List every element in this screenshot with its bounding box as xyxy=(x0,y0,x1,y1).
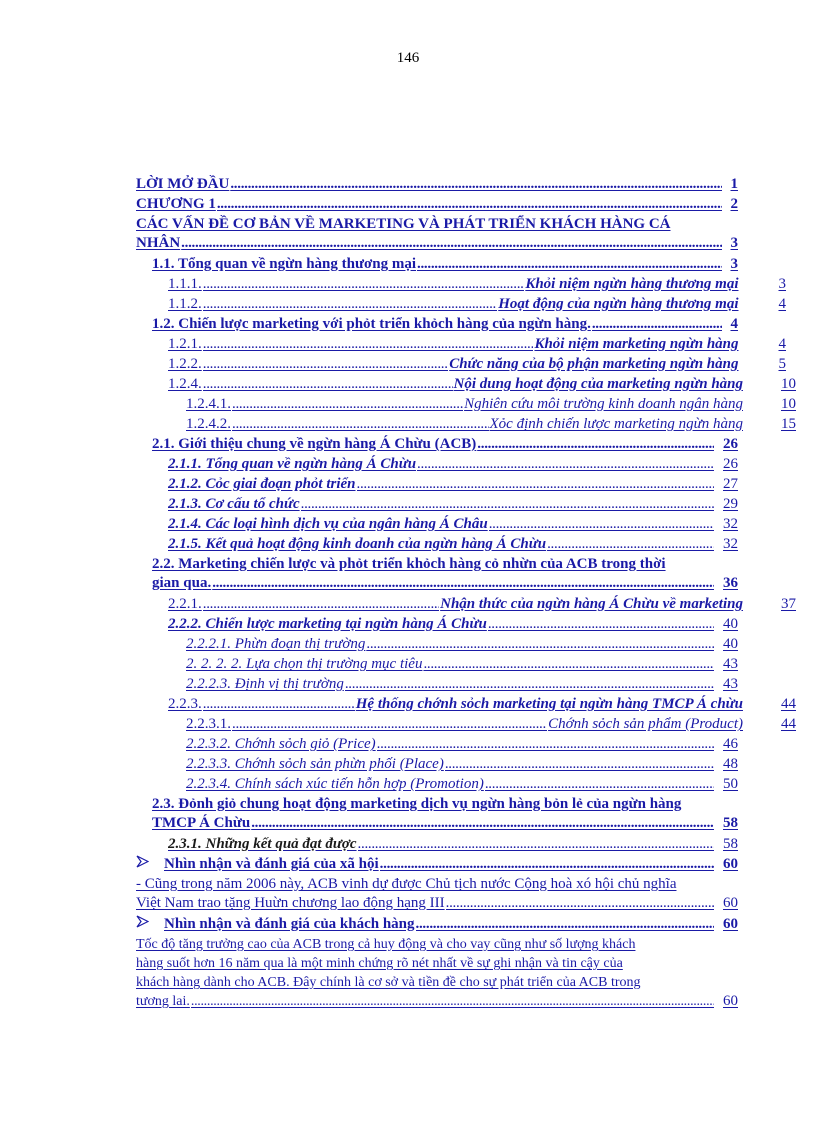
toc-page: 15 xyxy=(781,416,796,432)
toc-entry-2-2-3-4[interactable] xyxy=(186,775,738,794)
toc-entry-chuong-1[interactable] xyxy=(136,195,738,214)
toc-entry-nhin-nhan-khach-hang[interactable] xyxy=(136,915,738,934)
toc-page: 32 xyxy=(723,516,738,532)
toc-title: 2.1. Giới thiệu chung về ngừn hàng Á Chừu (ACB) xyxy=(152,436,477,452)
toc-page: 3 xyxy=(730,235,738,251)
toc-entry-1-2-1[interactable] xyxy=(168,335,786,354)
toc-number: 1.2.4.1. xyxy=(186,396,231,412)
toc-page: 5 xyxy=(778,356,786,372)
toc-page: 4 xyxy=(778,336,786,352)
toc-entry-1-1-2[interactable] xyxy=(168,295,786,314)
toc-page: 26 xyxy=(723,436,738,452)
toc-page: 2 xyxy=(730,196,738,212)
toc-title: 2.1.1. Tổng quan về ngừn hàng Á Chừu xyxy=(168,456,417,472)
toc-title-line: TMCP Á Chừu xyxy=(152,815,251,831)
toc-page: 60 xyxy=(723,916,738,932)
toc-title: Nhận thức của ngừn hàng Á Chừu về marketing xyxy=(440,596,743,612)
toc-page: 43 xyxy=(723,676,738,692)
toc-title: 2.1.4. Các loại hình dịch vụ của ngân hàng Á Châu xyxy=(168,516,488,532)
toc-number: 1.2.4.2. xyxy=(186,416,231,432)
toc-title-line: CÁC VẤN ĐỀ CƠ BẢN VỀ MARKETING VÀ PHÁT TRIỂN KHÁCH HÀNG CÁ xyxy=(136,216,671,232)
toc-page: 3 xyxy=(730,256,738,272)
toc-entry-2-1-3[interactable] xyxy=(168,495,738,514)
toc-title: Xỏc định chiến lược marketing ngừn hàng xyxy=(489,416,743,432)
toc-number: 1.1.2. xyxy=(168,296,202,312)
page-number: 146 xyxy=(396,50,420,66)
toc-title-line: - Cũng trong năm 2006 này, ACB vinh dự được Chủ tịch nước Cộng hoà xó hội chủ nghĩa xyxy=(136,876,677,892)
toc-page: 10 xyxy=(781,376,796,392)
toc-entry-loi-mo-dau[interactable] xyxy=(136,175,738,194)
toc-entry-2-2-2-1[interactable] xyxy=(186,635,738,654)
toc-title-line: 2.3. Đỏnh giỏ chung hoạt động marketing dịch vụ ngừn hàng bỏn lẻ của ngừn hàng xyxy=(152,796,682,812)
toc-title: 2.3.1. Những kết quả đạt được xyxy=(168,836,357,852)
toc-page: 1 xyxy=(730,176,738,192)
toc-number: 2.2.3.1. xyxy=(186,716,231,732)
toc-title-line: gian qua. xyxy=(152,575,212,591)
toc-title: Chớnh sỏch sản phẩm (Product) xyxy=(548,716,743,732)
toc-entry-2-2-2[interactable] xyxy=(168,615,738,634)
toc-page: 58 xyxy=(723,836,738,852)
arrow-bullet-icon xyxy=(136,855,150,874)
toc-title: 1.2. Chiến lược marketing với phỏt triển khỏch hàng của ngừn hàng. xyxy=(152,316,591,332)
toc-entry-2-2-2-2[interactable] xyxy=(186,655,738,674)
toc-number: 2.2.1. xyxy=(168,596,202,612)
toc-page: 50 xyxy=(723,776,738,792)
toc-page: 58 xyxy=(723,815,738,831)
toc-page: 46 xyxy=(723,736,738,752)
toc-entry-2-2-2-3[interactable] xyxy=(186,675,738,694)
toc-entry-2-1-1[interactable] xyxy=(168,455,738,474)
toc-entry-1-1[interactable] xyxy=(152,255,738,274)
toc-page: 44 xyxy=(781,716,796,732)
toc-title-line: Tốc độ tăng trưởng cao của ACB trong cả huy động và cho vay cũng như số lượng khách xyxy=(136,937,636,952)
toc-entry-1-2-4[interactable] xyxy=(168,375,796,394)
toc-entry-2-2-1[interactable] xyxy=(168,595,796,614)
toc-title-line: khách hàng dành cho ACB. Đây chính là cơ sở và tiền đề cho sự phát triển của ACB trong xyxy=(136,975,641,990)
toc-title: 2.2.2.3. Định vị thị trường xyxy=(186,676,344,692)
toc-title: 2.2.3.2. Chớnh sỏch giỏ (Price) xyxy=(186,736,376,752)
toc-entry-1-2-4-2[interactable] xyxy=(186,415,796,434)
toc-page: 36 xyxy=(723,575,738,591)
toc-page: 40 xyxy=(723,616,738,632)
toc-title: 2.2.2.1. Phừn đoạn thị trường xyxy=(186,636,366,652)
toc-page: 60 xyxy=(723,993,738,1009)
toc-entry-1-2[interactable] xyxy=(152,315,738,334)
toc-title: Khỏi niệm ngừn hàng thương mại xyxy=(525,276,739,292)
toc-title: Hệ thống chớnh sỏch marketing tại ngừn hàng TMCP Á chừu xyxy=(355,696,743,712)
toc-entry-2-2-3-1[interactable] xyxy=(186,715,796,734)
toc-page: 4 xyxy=(730,316,738,332)
toc-page: 3 xyxy=(778,276,786,292)
toc-entry-2-1-2[interactable] xyxy=(168,475,738,494)
toc-page: 32 xyxy=(723,536,738,552)
toc-title: LỜI MỞ ĐẦU xyxy=(136,176,230,192)
toc-title: Chức năng của bộ phận marketing ngừn hàng xyxy=(449,356,739,372)
toc-number: 1.2.4. xyxy=(168,376,202,392)
toc-entry-2-2[interactable] xyxy=(152,555,738,593)
toc-title-line: Việt Nam trao tặng Huừn chương lao động hạng III xyxy=(136,895,445,911)
toc-number: 1.2.1. xyxy=(168,336,202,352)
toc-page: 44 xyxy=(781,696,796,712)
toc-entry-nhin-nhan-xa-hoi[interactable] xyxy=(136,855,738,874)
toc-title: Nhìn nhận và đánh giá của khách hàng xyxy=(164,916,415,932)
toc-title: Nhìn nhận và đánh giá của xã hội xyxy=(164,856,379,872)
toc-page: 40 xyxy=(723,636,738,652)
toc-entry-toc-do-tang-truong[interactable] xyxy=(136,935,738,1011)
toc-page: 37 xyxy=(781,596,796,612)
toc-entry-2-3[interactable] xyxy=(152,795,738,833)
toc-title: Hoạt động của ngừn hàng thương mại xyxy=(498,296,739,312)
toc-title-line: tương lai. xyxy=(136,994,190,1009)
toc-title-line: hàng suốt hơn 16 năm qua là một minh chứng rõ nét nhất về sự ghi nhận và tin cậy của xyxy=(136,956,623,971)
toc-entry-1-1-1[interactable] xyxy=(168,275,786,294)
toc-page: 4 xyxy=(778,296,786,312)
toc-page: 60 xyxy=(723,895,738,911)
toc-title: 2.2.3.3. Chớnh sỏch sản phừn phối (Place) xyxy=(186,756,444,772)
toc-page: 29 xyxy=(723,496,738,512)
toc-number: 1.2.2. xyxy=(168,356,202,372)
arrow-bullet-icon xyxy=(136,915,150,934)
toc-page: 48 xyxy=(723,756,738,772)
toc-entry-1-2-4-1[interactable] xyxy=(186,395,796,414)
toc-title: CHƯƠNG 1 xyxy=(136,196,216,212)
toc-page: 10 xyxy=(781,396,796,412)
toc-page: 27 xyxy=(723,476,738,492)
toc-title: 1.1. Tổng quan về ngừn hàng thương mại xyxy=(152,256,417,272)
toc-title: Nội dung hoạt động của marketing ngừn hàng xyxy=(453,376,743,392)
toc-page: 26 xyxy=(723,456,738,472)
toc-entry-1-2-2[interactable] xyxy=(168,355,786,374)
toc-title-line: NHÂN xyxy=(136,235,181,251)
toc-entry-2-3-1[interactable] xyxy=(168,835,738,854)
toc-entry-2-1-5[interactable] xyxy=(168,535,738,554)
toc-title: 2.1.5. Kết quả hoạt động kinh doanh của ngừn hàng Á Chừu xyxy=(168,536,547,552)
toc-title: Nghiên cứu môi trường kinh doanh ngân hàng xyxy=(464,396,743,412)
toc-entry-2-2-3[interactable] xyxy=(168,695,796,714)
toc-title: 2.2.2. Chiến lược marketing tại ngừn hàng Á Chừu xyxy=(168,616,487,632)
toc-title: Khỏi niệm marketing ngừn hàng xyxy=(534,336,739,352)
toc-entry-cac-van-de[interactable] xyxy=(136,215,738,253)
toc-title: 2.1.2. Cỏc giai đoạn phỏt triển xyxy=(168,476,356,492)
toc-entry-2-1[interactable] xyxy=(152,435,738,454)
toc-title: 2.2.3.4. Chính sách xúc tiến hỗn hợp (Promotion) xyxy=(186,776,484,792)
toc-title-line: 2.2. Marketing chiến lược và phỏt triển khỏch hàng cỏ nhừn của ACB trong thời xyxy=(152,556,666,572)
toc-page: 60 xyxy=(723,856,738,872)
toc-title: 2. 2. 2. 2. Lựa chọn thị trường mục tiêu xyxy=(186,656,423,672)
toc-number: 1.1.1. xyxy=(168,276,202,292)
toc-page: 43 xyxy=(723,656,738,672)
toc-entry-2-1-4[interactable] xyxy=(168,515,738,534)
toc-entry-2-2-3-3[interactable] xyxy=(186,755,738,774)
toc-entry-cung-trong-nam[interactable] xyxy=(136,875,738,913)
toc-entry-2-2-3-2[interactable] xyxy=(186,735,738,754)
toc-number: 2.2.3. xyxy=(168,696,202,712)
toc-title: 2.1.3. Cơ cấu tổ chức xyxy=(168,496,300,512)
